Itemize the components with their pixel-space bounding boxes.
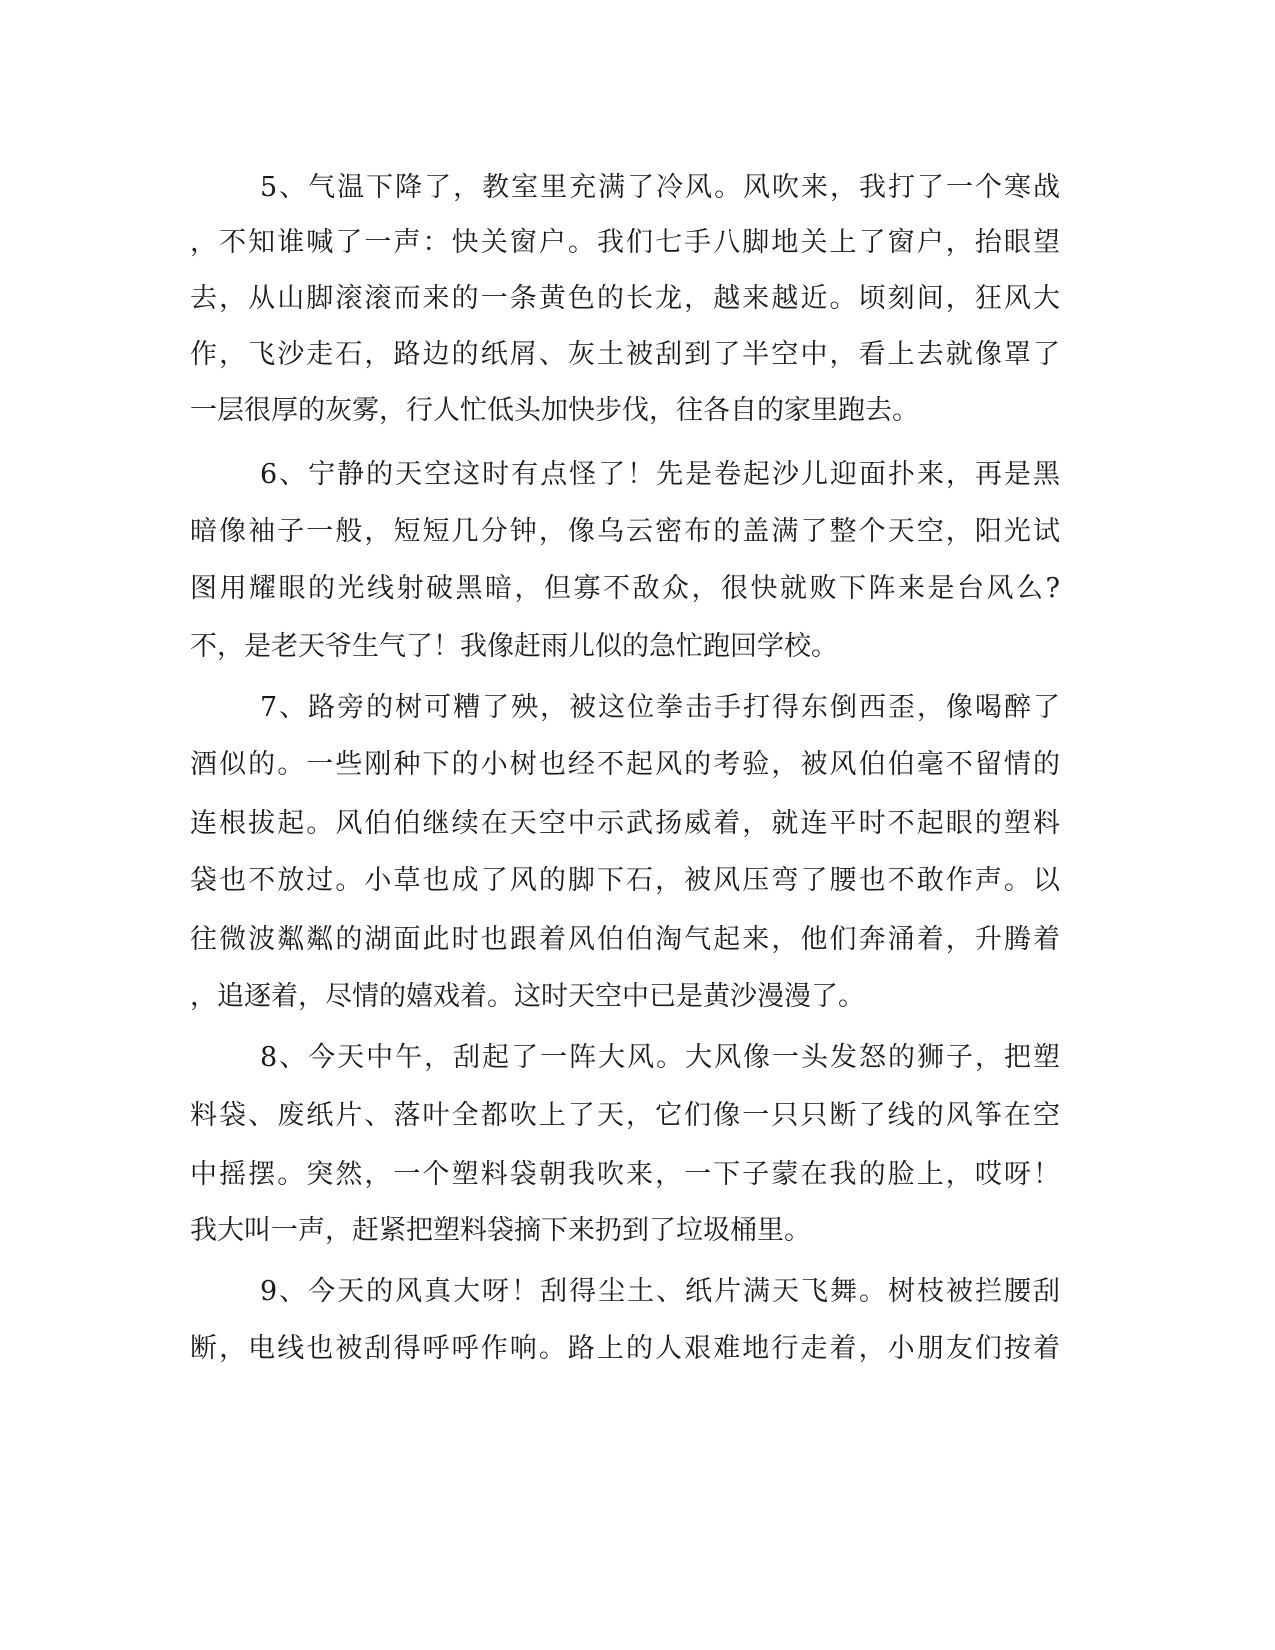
paragraph-7-line-4: 袋也不放过。小草也成了风的脚下石，被风压弯了腰也不敢作声。以 [190,865,1060,896]
paragraph-5-line-3: 去，从山脚滚滚而来的一条黄色的长龙，越来越近。顷刻间，狂风大 [190,283,1060,314]
paragraph-9-line-2: 断，电线也被刮得呼呼作响。路上的人艰难地行走着，小朋友们按着 [190,1333,1060,1364]
paragraph-8-line-3: 中摇摆。突然，一个塑料袋朝我吹来，一下子蒙在我的脸上，哎呀！ [190,1159,1060,1190]
paragraph-5-line-5: 一层很厚的灰雾，行人忙低头加快步伐，往各自的家里跑去。 [190,395,919,426]
paragraph-5-line-4: 作，飞沙走石，路边的纸屑、灰土被刮到了半空中，看上去就像罩了 [190,339,1060,370]
paragraph-5-line-1: 5、气温下降了，教室里充满了冷风。风吹来，我打了一个寒战 [260,172,1060,203]
paragraph-6-line-1: 6、宁静的天空这时有点怪了！先是卷起沙儿迎面扑来，再是黑 [260,459,1060,490]
paragraph-7-line-6: ，追逐着，尽情的嬉戏着。这时天空中已是黄沙漫漫了。 [190,981,865,1012]
paragraph-7-line-1: 7、路旁的树可糟了殃，被这位拳击手打得东倒西歪，像喝醉了 [260,692,1060,723]
paragraph-5-line-2: ，不知谁喊了一声：快关窗户。我们七手八脚地关上了窗户，抬眼望 [190,227,1060,258]
paragraph-9-line-1: 9、今天的风真大呀！刮得尘土、纸片满天飞舞。树枝被拦腰刮 [260,1276,1060,1307]
paragraph-7-line-5: 往微波粼粼的湖面此时也跟着风伯伯淘气起来，他们奔涌着，升腾着 [190,924,1060,955]
paragraph-6-line-2: 暗像袖子一般，短短几分钟，像乌云密布的盖满了整个天空，阳光试 [190,516,1060,547]
paragraph-6-line-4: 不，是老天爷生气了！我像赶雨儿似的急忙跑回学校。 [190,631,838,662]
paragraph-8-line-4: 我大叫一声，赶紧把塑料袋摘下来扔到了垃圾桶里。 [190,1215,811,1246]
paragraph-7-line-3: 连根拔起。风伯伯继续在天空中示武扬威着，就连平时不起眼的塑料 [190,808,1060,839]
paragraph-7-line-2: 酒似的。一些刚种下的小树也经不起风的考验，被风伯伯毫不留情的 [190,749,1060,780]
paragraph-6-line-3: 图用耀眼的光线射破黑暗，但寡不敌众，很快就败下阵来是台风么? [190,573,1060,604]
paragraph-8-line-2: 料袋、废纸片、落叶全都吹上了天，它们像一只只断了线的风筝在空 [190,1100,1060,1131]
paragraph-8-line-1: 8、今天中午，刮起了一阵大风。大风像一头发怒的狮子，把塑 [260,1042,1060,1073]
